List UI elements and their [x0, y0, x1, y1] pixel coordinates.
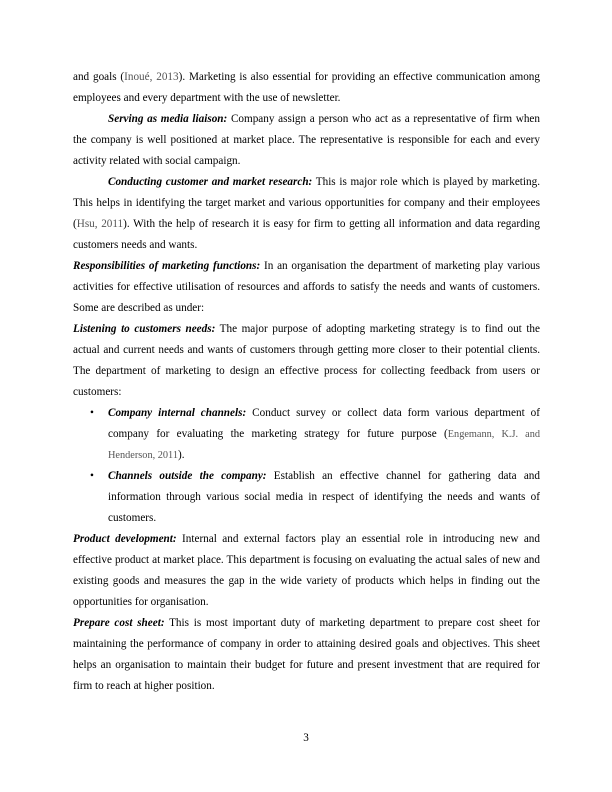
page-body — [73, 67, 540, 697]
citation: Hsu, 2011 — [76, 218, 124, 230]
citation: Engemann, K.J. and Henderson, 2011 — [108, 429, 541, 461]
paragraph-heading: Listening to customers needs: — [73, 323, 216, 335]
paragraph-heading: Product development: — [73, 533, 177, 545]
paragraph-text: ). With the help of research it is easy for firm to getting all information and data regarding customers needs and wants. — [73, 218, 540, 251]
paragraph-text: Company assign a person who act as a representative of firm when the company is well positioned at market place. The representative is responsible for each and every activity related with social campaign. — [73, 113, 540, 167]
list-item-text: Conduct survey or collect data form various department of company for evaluating the marketing strategy for future purpose ( — [108, 407, 540, 440]
paragraph-listening-customers — [73, 319, 540, 403]
paragraph-text: In an organisation the department of marketing play various activities for effective utilisation of resources and affords to satisfy the needs and wants of customers. Some are described as under: — [73, 260, 541, 314]
paragraph-heading: Serving as media liaison: — [108, 113, 228, 125]
paragraph-text: The major purpose of adopting marketing strategy is to find out the actual and current needs and wants of customers through getting more closer to their potential clients. The department of marketing to design an effective process for collecting feedback from users or customers: — [73, 323, 540, 398]
bullet-icon: • — [90, 470, 94, 482]
paragraph-cost-sheet — [73, 613, 540, 697]
paragraph-product-development — [73, 529, 540, 613]
channel-list — [73, 403, 540, 529]
list-item-heading: Company internal channels: — [108, 407, 247, 419]
list-item-text: Establish an effective channel for gathering data and information through various social media in respect of identifying the needs and wants of customers. — [108, 470, 540, 524]
paragraph-responsibilities — [73, 256, 540, 319]
page-number: 3 — [303, 732, 309, 744]
citation: Inoué, 2013 — [124, 71, 179, 83]
list-item-text: ). — [177, 449, 185, 461]
paragraph-text: This is most important duty of marketing department to prepare cost sheet for maintaining the performance of company in order to attaining desired goals and objectives. This sheet helps an organisation to maintain their budget for future and present investment that are required for firm to reach at higher position. — [73, 617, 540, 692]
paragraph-media-liaison — [73, 109, 540, 172]
list-item-internal-channels — [73, 403, 540, 466]
list-item-outside-channels — [73, 466, 540, 529]
paragraph-text: ). Marketing is also essential for providing an effective communication among employees and every department with the use of newsletter. — [73, 71, 540, 104]
paragraph-heading: Prepare cost sheet: — [73, 617, 165, 629]
list-item-heading: Channels outside the company: — [108, 470, 267, 482]
paragraph-heading: Conducting customer and market research: — [108, 176, 313, 188]
paragraph-heading: Responsibilities of marketing functions: — [73, 260, 261, 272]
bullet-icon: • — [90, 407, 94, 419]
paragraph-goals-communication — [73, 67, 540, 109]
paragraph-market-research — [73, 172, 540, 256]
paragraph-text: This is major role which is played by marketing. This helps in identifying the target market and various opportunities for company and their employees ( — [73, 176, 540, 230]
paragraph-text: Internal and external factors play an essential role in introducing new and effective product at market place. This department is focusing on evaluating the actual sales of new and existing goods and measures the gap in the wide variety of products which helps in finding out the opportunities for organisation. — [73, 533, 540, 608]
paragraph-text: and goals ( — [73, 71, 125, 83]
